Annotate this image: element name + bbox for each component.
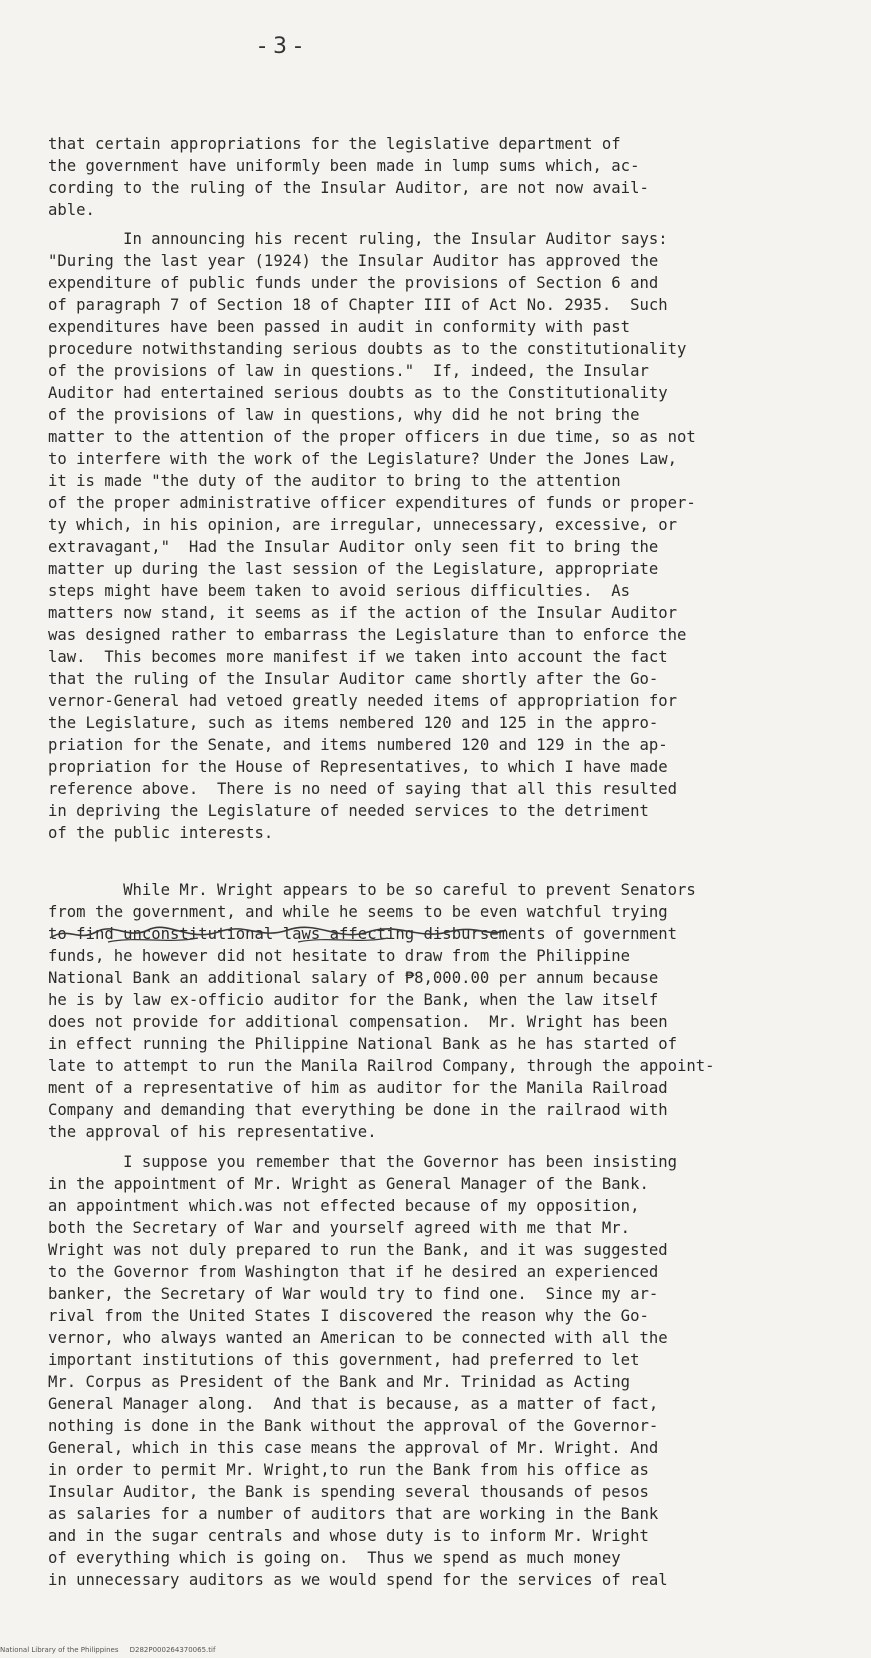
text-line: While Mr. Wright appears to be so careful to prevent Senators <box>48 881 696 899</box>
text-line: of paragraph 7 of Section 18 of Chapter III of Act No. 2935. Such <box>48 296 668 314</box>
text-line: General Manager along. And that is because, as a matter of fact, <box>48 1395 659 1413</box>
text-line: Mr. Corpus as President of the Bank and Mr. Trinidad as Acting <box>48 1373 631 1391</box>
text-line: banker, the Secretary of War would try to find one. Since my ar- <box>48 1285 659 1303</box>
text-line: of the provisions of law in questions, why did he not bring the <box>48 406 640 424</box>
text-line: funds, he however did not hesitate to draw from the Philippine <box>48 947 631 965</box>
text-line: Auditor had entertained serious doubts as to the Constitutionality <box>48 384 668 402</box>
text-line: expenditures have been passed in audit in conformity with past <box>48 318 631 336</box>
text-line: that the ruling of the Insular Auditor came shortly after the Go- <box>48 670 659 688</box>
text-line: and in the sugar centrals and whose duty is to inform Mr. Wright <box>48 1527 649 1545</box>
text-line: nothing is done in the Bank without the approval of the Governor- <box>48 1417 659 1435</box>
text-line: was designed rather to embarrass the Legislature than to enforce the <box>48 626 687 644</box>
text-line: both the Secretary of War and yourself agreed with me that Mr. <box>48 1219 631 1237</box>
text-line: in order to permit Mr. Wright,to run the Bank from his office as <box>48 1461 649 1479</box>
text-line: does not provide for additional compensation. Mr. Wright has been <box>48 1013 668 1031</box>
text-line: to interfere with the work of the Legislature? Under the Jones Law, <box>48 450 678 468</box>
text-line: in unnecessary auditors as we would spend for the services of real <box>48 1571 668 1589</box>
text-line: ty which, in his opinion, are irregular, unnecessary, excessive, or <box>48 516 678 534</box>
text-line: as salaries for a number of auditors that are working in the Bank <box>48 1505 659 1523</box>
text-line: In announcing his recent ruling, the Insular Auditor says: <box>48 230 668 248</box>
text-line: in depriving the Legislature of needed services to the detriment <box>48 802 649 820</box>
text-line: steps might have beem taken to avoid serious difficulties. As <box>48 582 631 600</box>
text-line: he is by law ex-officio auditor for the Bank, when the law itself <box>48 991 659 1009</box>
page-number: - 3 - <box>258 34 302 59</box>
text-line: National Bank an additional salary of ₱8,000.00 per annum because <box>48 969 659 987</box>
text-line: vernor, who always wanted an American to be connected with all the <box>48 1329 668 1347</box>
text-line: matters now stand, it seems as if the action of the Insular Auditor <box>48 604 678 622</box>
text-line: "During the last year (1924) the Insular Auditor has approved the <box>48 252 659 270</box>
text-line: an appointment which.was not effected because of my opposition, <box>48 1197 640 1215</box>
text-line: of the provisions of law in questions." If, indeed, the Insular <box>48 362 649 380</box>
text-line: Insular Auditor, the Bank is spending several thousands of pesos <box>48 1483 649 1501</box>
text-line: that certain appropriations for the legislative department of <box>48 135 621 153</box>
text-line: Company and demanding that everything be done in the railraod with <box>48 1101 668 1119</box>
text-line: ment of a representative of him as auditor for the Manila Railroad <box>48 1079 668 1097</box>
text-line: expenditure of public funds under the provisions of Section 6 and <box>48 274 659 292</box>
text-line: of the public interests. <box>48 824 274 842</box>
text-line: General, which in this case means the approval of Mr. Wright. And <box>48 1439 659 1457</box>
text-line: the Legislature, such as items nembered 120 and 125 in the appro- <box>48 714 659 732</box>
text-line: priation for the Senate, and items numbered 120 and 129 in the ap- <box>48 736 668 754</box>
text-line: vernor-General had vetoed greatly needed items of appropriation for <box>48 692 678 710</box>
text-line: propriation for the House of Representatives, to which I have made <box>48 758 668 776</box>
text-line: law. This becomes more manifest if we taken into account the fact <box>48 648 668 666</box>
text-line: procedure notwithstanding serious doubts as to the constitutionality <box>48 340 687 358</box>
text-line: in the appointment of Mr. Wright as General Manager of the Bank. <box>48 1175 649 1193</box>
text-line: matter up during the last session of the Legislature, appropriate <box>48 560 659 578</box>
text-line: matter to the attention of the proper officers in due time, so as not <box>48 428 696 446</box>
text-line: to find unconstitutional laws affecting disbursements of government <box>48 925 678 943</box>
text-line: to the Governor from Washington that if he desired an experienced <box>48 1263 659 1281</box>
text-line: important institutions of this government, had preferred to let <box>48 1351 640 1369</box>
text-line: late to attempt to run the Manila Railrod Company, through the appoint- <box>48 1057 715 1075</box>
text-line: the government have uniformly been made in lump sums which, ac- <box>48 157 640 175</box>
text-line: Wright was not duly prepared to run the Bank, and it was suggested <box>48 1241 668 1259</box>
text-line: reference above. There is no need of saying that all this resulted <box>48 780 678 798</box>
text-line: able. <box>48 201 95 219</box>
handwritten-annotation <box>48 918 508 946</box>
text-line: rival from the United States I discovered the reason why the Go- <box>48 1307 649 1325</box>
archive-footer: National Library of the Philippines D282P000264370065.tif <box>0 1646 216 1654</box>
text-line: of everything which is going on. Thus we spend as much money <box>48 1549 621 1567</box>
text-line: cording to the ruling of the Insular Auditor, are not now avail- <box>48 179 649 197</box>
text-line: in effect running the Philippine National Bank as he has started of <box>48 1035 678 1053</box>
text-line: extravagant," Had the Insular Auditor only seen fit to bring the <box>48 538 659 556</box>
text-line: from the government, and while he seems to be even watchful trying <box>48 903 668 921</box>
text-line: it is made "the duty of the auditor to bring to the attention <box>48 472 621 490</box>
text-line: the approval of his representative. <box>48 1123 377 1141</box>
text-line: I suppose you remember that the Governor has been insisting <box>48 1153 678 1171</box>
text-line: of the proper administrative officer expenditures of funds or proper- <box>48 494 696 512</box>
